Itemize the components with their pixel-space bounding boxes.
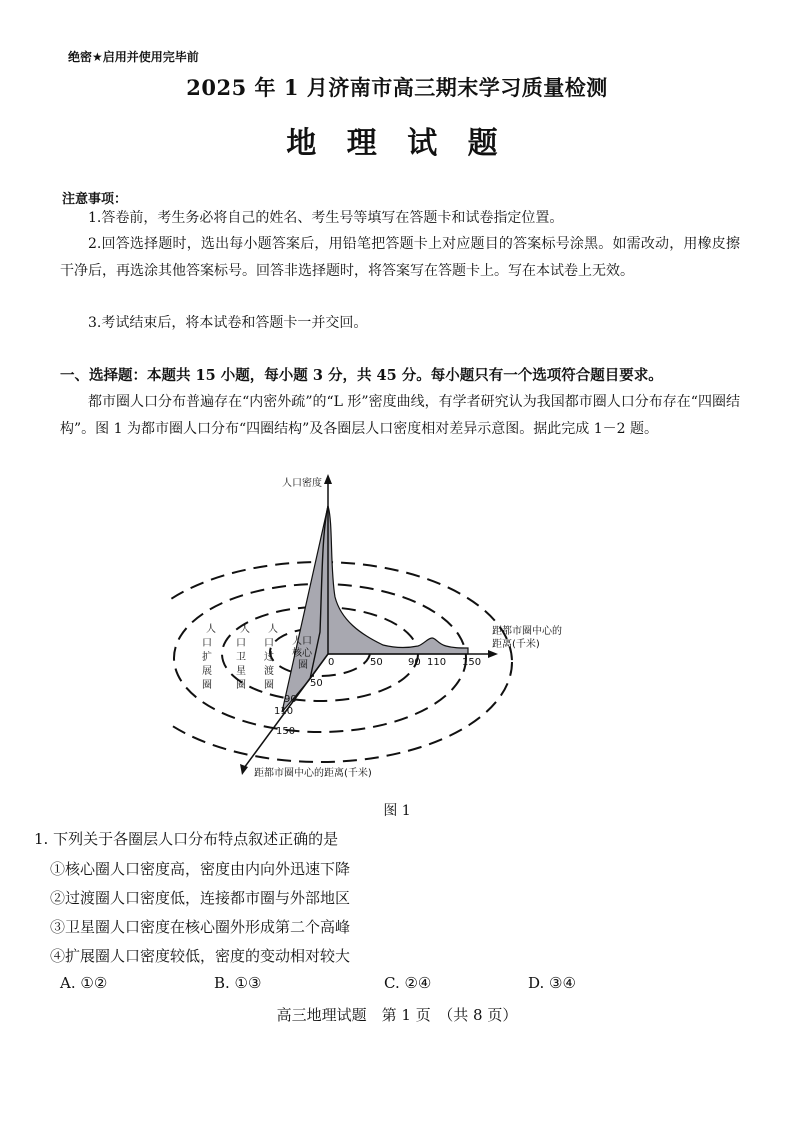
x-tick: 90 bbox=[408, 657, 421, 668]
figure-caption: 图 1 bbox=[383, 803, 411, 819]
satellite-ring-label: 口 bbox=[236, 638, 246, 649]
core-ring-label: 人口 bbox=[292, 636, 312, 647]
y-axis-label: 人口密度 bbox=[282, 478, 322, 489]
core-ring-label: 圈 bbox=[298, 660, 308, 671]
x-axis-label-line2: 距离(千米) bbox=[492, 639, 540, 650]
transition-ring-label: 圈 bbox=[264, 680, 274, 691]
depth-tick: 150 bbox=[276, 726, 296, 737]
choice-a: A. ①② bbox=[60, 974, 108, 992]
expansion-ring-label: 扩 bbox=[202, 652, 212, 663]
expansion-ring-label: 人 bbox=[206, 624, 216, 635]
choice-c: C. ②④ bbox=[384, 974, 432, 992]
x-tick: 50 bbox=[370, 657, 383, 668]
statement-2: ②过渡圈人口密度低，连接都市圈与外部地区 bbox=[50, 889, 351, 907]
notice-heading: 注意事项： bbox=[62, 192, 128, 207]
x-axis-label-line1: 距都市圈中心的 bbox=[492, 626, 562, 637]
choice-d: D. ③④ bbox=[528, 974, 576, 992]
expansion-ring-label: 口 bbox=[202, 638, 212, 649]
notice-item-3: 3.考试结束后，将本试卷和答题卡一并交回。 bbox=[88, 315, 368, 331]
statement-4: ④扩展圈人口密度较低，密度的变动相对较大 bbox=[50, 947, 351, 965]
x-tick: 0 bbox=[328, 657, 335, 668]
depth-tick: 110 bbox=[274, 706, 294, 717]
core-ring-label: 核心 bbox=[292, 648, 312, 659]
confidential-mark: 绝密★启用并使用完毕前 bbox=[68, 50, 199, 64]
satellite-ring-label: 圈 bbox=[236, 680, 246, 691]
question-stem: 都市圈人口分布普遍存在“内密外疏”的“L 形”密度曲线，有学者研究认为我国都市圈人口分布存在“四圈结构”。图 1 为都市圈人口分布“四圈结构”及各圈层人口密度相对差异示意图。据此完成 1－2 题。 bbox=[60, 394, 740, 437]
statement-1: ①核心圈人口密度高，密度由内向外迅速下降 bbox=[50, 860, 351, 878]
figure-1-diagram bbox=[170, 472, 600, 802]
satellite-ring-label: 星 bbox=[236, 666, 246, 677]
notice-item-2: 2.回答选择题时，选出每小题答案后，用铅笔把答题卡上对应题目的答案标号涂黑。如需改动，用橡皮擦干净后，再选涂其他答案标号。回答非选择题时，将答案写在答题卡上。写在本试卷上无效。 bbox=[60, 236, 740, 279]
depth-axis-label: 距都市圈中心的距离(千米) bbox=[254, 768, 372, 779]
choice-b: B. ①③ bbox=[214, 974, 262, 992]
notice-item-1: 1.答卷前，考生务必将自己的姓名、考生号等填写在答题卡和试卷指定位置。 bbox=[88, 210, 564, 226]
expansion-ring-label: 圈 bbox=[202, 680, 212, 691]
depth-tick: 90 bbox=[284, 694, 297, 705]
depth-tick: 50 bbox=[310, 678, 323, 689]
exam-title: 2025 年 1 月济南市高三期末学习质量检测 bbox=[186, 75, 608, 100]
section-heading: 一、选择题：本题共 15 小题，每小题 3 分，共 45 分。每小题只有一个选项符合题目要求。 bbox=[60, 367, 663, 384]
transition-ring-label: 渡 bbox=[264, 666, 274, 677]
transition-ring-label: 过 bbox=[264, 652, 274, 663]
subject-title: 地 理 试 题 bbox=[286, 126, 508, 161]
satellite-ring-label: 人 bbox=[240, 624, 250, 635]
page-footer: 高三地理试题 第 1 页 （共 8 页） bbox=[276, 1006, 518, 1024]
x-tick: 150 bbox=[462, 657, 482, 668]
statement-3: ③卫星圈人口密度在核心圈外形成第二个高峰 bbox=[50, 918, 351, 936]
transition-ring-label: 人 bbox=[268, 624, 278, 635]
satellite-ring-label: 卫 bbox=[236, 652, 246, 663]
transition-ring-label: 口 bbox=[264, 638, 274, 649]
x-tick: 110 bbox=[427, 657, 447, 668]
question-1-stem: 1. 下列关于各圈层人口分布特点叙述正确的是 bbox=[34, 830, 339, 848]
expansion-ring-label: 展 bbox=[202, 666, 212, 677]
